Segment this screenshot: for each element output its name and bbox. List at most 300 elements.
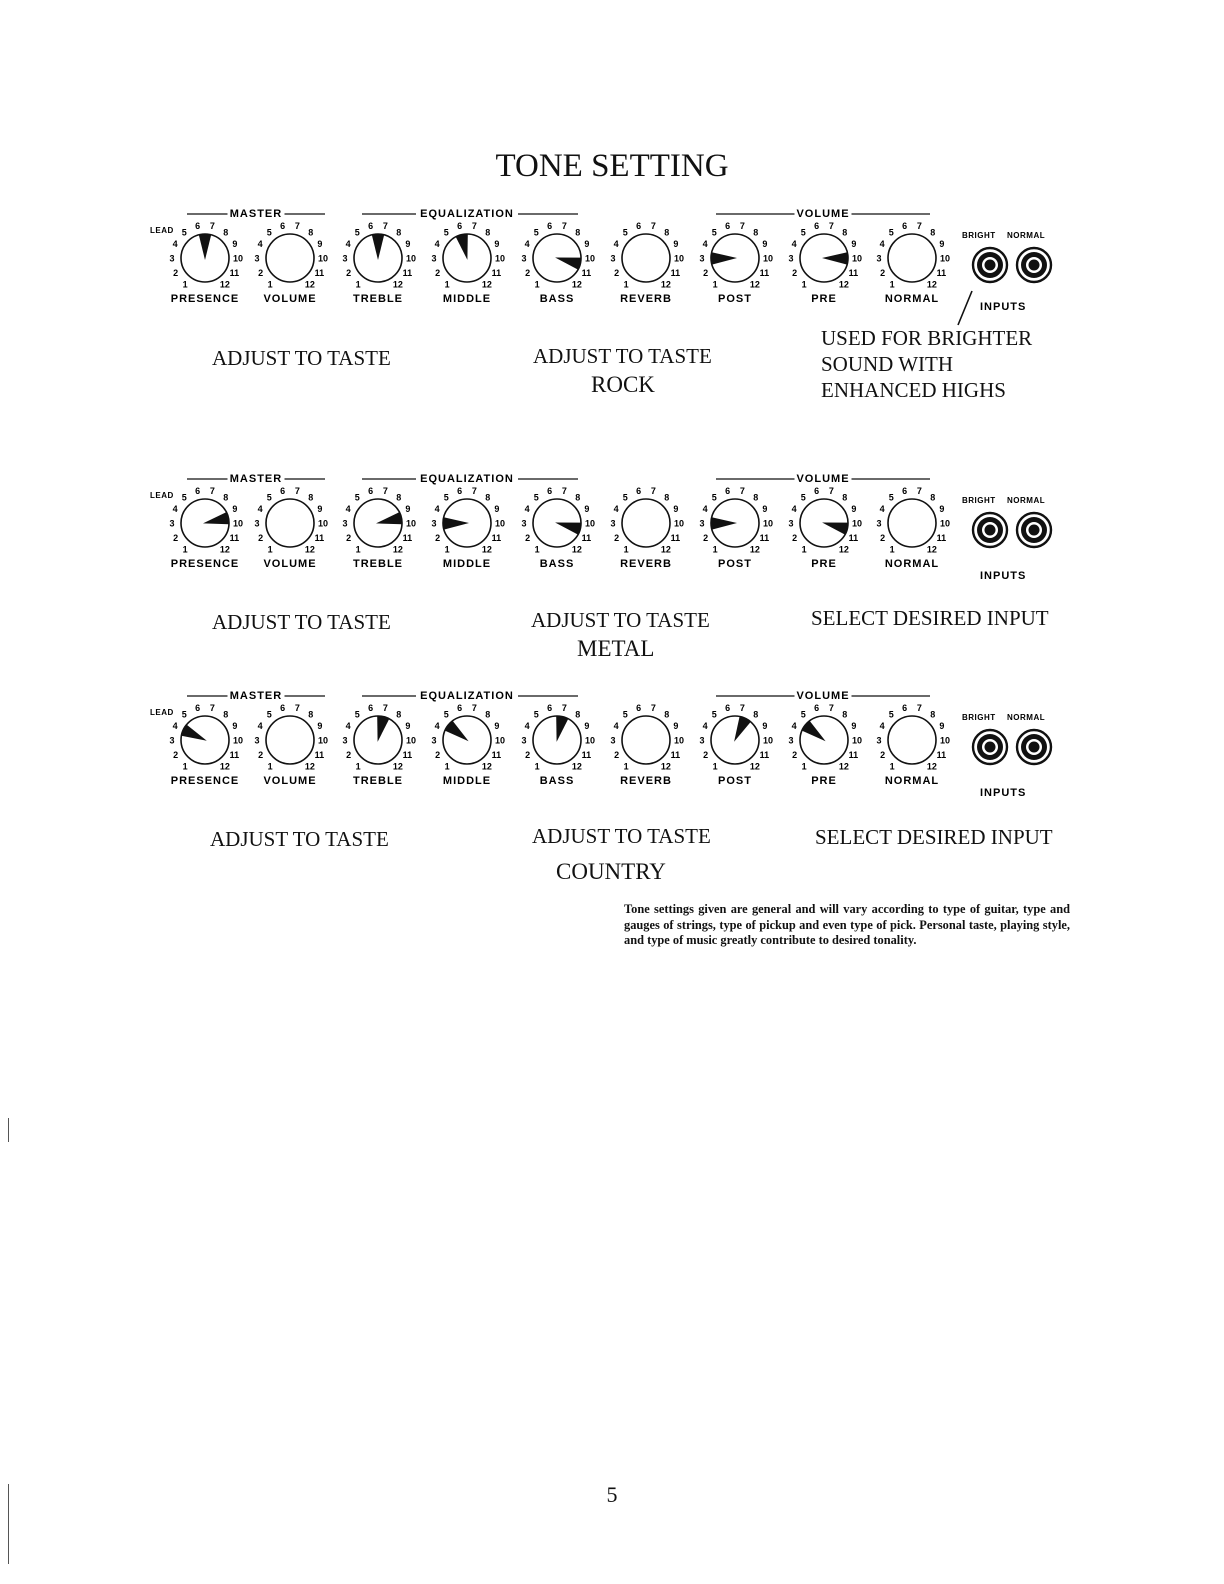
dial-tick: 8 [664,709,670,720]
dial-tick: 6 [725,485,731,496]
dial-tick: 4 [524,239,530,250]
dial-tick: 11 [848,750,859,760]
dial-tick: 7 [471,702,477,713]
dial-tick: 6 [636,702,642,713]
dial-tick: 12 [660,761,671,772]
dial-tick: 9 [232,721,238,732]
dial-tick: 12 [304,279,315,290]
dial-tick: 11 [581,533,592,543]
dial-tick: 1 [267,279,273,290]
dial-tick: 11 [491,533,502,543]
dial-tick: 7 [471,485,477,496]
knob-label: BASS [539,293,575,305]
dial-tick: 7 [209,702,215,713]
input-note-line: USED FOR BRIGHTER [821,326,1033,350]
dial-tick: 5 [711,709,717,720]
dial-tick: 6 [280,485,286,496]
dial-tick: 6 [725,702,731,713]
caption-adjust-master: ADJUST TO TASTE [212,346,391,370]
dial-tick: 2 [703,268,709,278]
dial-tick: 2 [703,750,709,760]
dial-tick: 12 [749,761,760,772]
dial-tick: 9 [939,721,945,732]
dial-tick: 7 [209,220,215,231]
dial-tick: 5 [533,227,539,238]
dial-tick: 11 [581,268,592,278]
dial-tick: 6 [725,220,731,231]
dial-tick: 6 [368,702,374,713]
bright-label: BRIGHT [962,496,996,505]
dial-tick: 4 [524,504,530,515]
dial-tick: 1 [267,544,273,555]
dial-tick: 4 [702,504,708,515]
dial-tick: 5 [622,492,628,503]
knob-label: PRE [811,775,837,787]
dial-tick: 9 [584,239,590,250]
dial-tick: 8 [753,709,759,720]
dial-tick: 9 [317,239,323,250]
dial-tick: 3 [788,735,794,746]
dial-tick: 10 [762,735,774,746]
dial-tick: 7 [650,220,656,231]
genre-title: COUNTRY [556,859,666,884]
dial-tick: 12 [481,761,492,772]
dial-tick: 3 [521,518,527,529]
dial-tick: 2 [258,268,264,278]
dial-tick: 8 [308,709,314,720]
input-note-line: SOUND WITH [821,352,954,376]
dial-tick: 5 [443,227,449,238]
dial-tick: 1 [182,279,188,290]
dial-tick: 12 [838,761,849,772]
genre-title: METAL [577,636,655,661]
dial-tick: 11 [229,268,240,278]
dial-tick: 12 [838,544,849,555]
caption-adjust-eq: ADJUST TO TASTE [533,344,712,368]
input-jack-center [1029,260,1040,271]
dial-tick: 8 [664,227,670,238]
dial-tick: 7 [561,702,567,713]
dial-tick: 9 [494,504,500,515]
dial-tick: 12 [219,761,230,772]
dial-tick: 9 [584,721,590,732]
dial-tick: 5 [181,709,187,720]
dial-tick: 7 [471,220,477,231]
dial-tick: 12 [749,544,760,555]
dial-tick: 9 [405,504,411,515]
dial-tick: 1 [355,544,361,555]
dial-tick: 10 [673,253,685,264]
dial-tick: 2 [346,268,352,278]
dial-tick: 3 [610,253,616,264]
input-jack-center [1029,742,1040,753]
dial-tick: 6 [547,220,553,231]
dial-tick: 3 [699,735,705,746]
lead-label: LEAD [150,226,174,235]
dial-tick: 7 [382,702,388,713]
dial-tick: 1 [623,279,629,290]
dial-tick: 2 [880,750,886,760]
dial-tick: 4 [702,239,708,250]
dial-tick: 4 [791,239,797,250]
dial-tick: 3 [254,253,260,264]
dial-tick: 2 [173,533,179,543]
dial-tick: 5 [266,492,272,503]
dial-tick: 1 [534,279,540,290]
dial-tick: 10 [405,735,417,746]
dial-tick: 7 [294,485,300,496]
dial-tick: 10 [762,518,774,529]
dial-tick: 2 [346,750,352,760]
dial-tick: 4 [345,504,351,515]
dial-tick: 5 [443,709,449,720]
dial-tick: 2 [703,533,709,543]
knob-label: BASS [539,775,575,787]
caption-adjust-eq: ADJUST TO TASTE [532,824,711,848]
dial-tick: 10 [584,518,596,529]
margin-mark [8,1484,9,1564]
dial-tick: 8 [575,227,581,238]
dial-tick: 8 [575,709,581,720]
dial-tick: 5 [181,492,187,503]
dial-tick: 8 [842,227,848,238]
dial-tick: 12 [571,544,582,555]
dial-tick: 3 [521,735,527,746]
dial-tick: 7 [650,702,656,713]
dial-tick: 12 [304,761,315,772]
knob [622,716,670,764]
dial-tick: 6 [814,485,820,496]
dial-tick: 5 [711,492,717,503]
dial-tick: 11 [491,750,502,760]
knob-label: NORMAL [884,558,940,570]
dial-tick: 10 [232,253,244,264]
dial-tick: 1 [182,544,188,555]
dial-tick: 10 [494,253,506,264]
dial-tick: 2 [173,750,179,760]
dial-tick: 5 [533,492,539,503]
amp-panel-country [0,687,1224,807]
dial-tick: 5 [622,709,628,720]
knob-label: POST [718,558,752,570]
dial-tick: 3 [876,253,882,264]
lead-label: LEAD [150,708,174,717]
dial-tick: 9 [762,239,768,250]
dial-tick: 4 [613,721,619,732]
genre-title: ROCK [591,372,655,397]
dial-tick: 4 [879,721,885,732]
dial-tick: 3 [431,518,437,529]
dial-tick: 1 [889,279,895,290]
bright-pointer-line [958,291,972,325]
dial-tick: 12 [481,544,492,555]
dial-tick: 11 [759,533,770,543]
dial-tick: 4 [434,721,440,732]
dial-tick: 5 [443,492,449,503]
dial-tick: 9 [939,239,945,250]
group-header: VOLUME [796,690,850,702]
knob [266,716,314,764]
dial-tick: 11 [670,750,681,760]
caption-adjust-master: ADJUST TO TASTE [210,827,389,851]
page-number: 5 [606,1482,618,1507]
dial-tick: 6 [814,220,820,231]
knob-label: POST [718,293,752,305]
dial-tick: 11 [670,268,681,278]
knob [622,234,670,282]
dial-tick: 2 [258,750,264,760]
dial-tick: 2 [614,268,620,278]
amp-panel-rock [0,205,1224,325]
dial-tick: 8 [308,492,314,503]
dial-tick: 10 [494,518,506,529]
dial-tick: 7 [916,220,922,231]
dial-tick: 7 [828,702,834,713]
dial-tick: 3 [254,518,260,529]
dial-tick: 1 [444,761,450,772]
dial-tick: 9 [232,504,238,515]
dial-tick: 7 [828,485,834,496]
dial-tick: 1 [182,761,188,772]
dial-tick: 1 [801,279,807,290]
dial-tick: 5 [888,492,894,503]
dial-tick: 3 [431,735,437,746]
knob-label: NORMAL [884,293,940,305]
dial-tick: 10 [939,735,951,746]
dial-tick: 5 [888,227,894,238]
dial-tick: 3 [169,253,175,264]
dial-tick: 6 [195,485,201,496]
amp-panel-metal [0,470,1224,590]
dial-tick: 11 [402,750,413,760]
group-header: MASTER [229,690,283,702]
dial-tick: 11 [759,750,770,760]
input-note-line: SELECT DESIRED INPUT [811,606,1049,630]
dial-tick: 8 [753,227,759,238]
dial-tick: 2 [258,533,264,543]
dial-tick: 2 [792,750,798,760]
dial-tick: 5 [181,227,187,238]
dial-tick: 11 [314,533,325,543]
dial-tick: 10 [851,735,863,746]
dial-tick: 4 [702,721,708,732]
dial-tick: 6 [280,702,286,713]
knob-label: PRE [811,293,837,305]
dial-tick: 1 [712,279,718,290]
dial-tick: 8 [223,227,229,238]
dial-tick: 10 [405,253,417,264]
dial-tick: 6 [368,220,374,231]
dial-tick: 1 [801,761,807,772]
knob [622,499,670,547]
dial-tick: 10 [673,518,685,529]
dial-tick: 7 [382,485,388,496]
group-header: MASTER [229,208,283,220]
dial-tick: 1 [889,544,895,555]
dial-tick: 1 [889,761,895,772]
dial-tick: 6 [457,485,463,496]
dial-tick: 3 [876,735,882,746]
dial-tick: 7 [828,220,834,231]
dial-tick: 6 [636,485,642,496]
input-note-line: SELECT DESIRED INPUT [815,825,1053,849]
dial-tick: 8 [223,492,229,503]
knob [888,499,936,547]
dial-tick: 5 [800,709,806,720]
dial-tick: 9 [232,239,238,250]
dial-tick: 6 [457,702,463,713]
knob-label: PRESENCE [170,293,240,305]
dial-tick: 8 [753,492,759,503]
dial-tick: 8 [842,709,848,720]
dial-tick: 2 [614,750,620,760]
dial-tick: 11 [936,750,947,760]
dial-tick: 1 [712,761,718,772]
dial-tick: 6 [902,485,908,496]
input-jack-center [985,742,996,753]
dial-tick: 4 [257,239,263,250]
dial-tick: 6 [195,220,201,231]
dial-tick: 8 [485,709,491,720]
dial-tick: 11 [491,268,502,278]
dial-tick: 9 [494,721,500,732]
input-jack-center [1029,525,1040,536]
dial-tick: 1 [444,279,450,290]
dial-tick: 3 [788,253,794,264]
dial-tick: 12 [660,544,671,555]
normal-label: NORMAL [1007,713,1046,722]
margin-mark [8,1118,9,1142]
dial-tick: 8 [930,709,936,720]
dial-tick: 11 [936,268,947,278]
dial-tick: 5 [266,227,272,238]
knob-label: PRE [811,558,837,570]
dial-tick: 10 [584,735,596,746]
dial-tick: 8 [396,492,402,503]
caption-adjust-master: ADJUST TO TASTE [212,610,391,634]
group-header: EQUALIZATION [420,690,514,702]
dial-tick: 2 [614,533,620,543]
knob-label: TREBLE [353,558,403,570]
group-header: MASTER [229,473,283,485]
dial-tick: 11 [402,268,413,278]
dial-tick: 9 [317,504,323,515]
dial-tick: 11 [581,750,592,760]
dial-tick: 10 [584,253,596,264]
dial-tick: 7 [739,220,745,231]
dial-tick: 5 [622,227,628,238]
dial-tick: 7 [916,485,922,496]
dial-tick: 2 [435,533,441,543]
group-header: EQUALIZATION [420,208,514,220]
dial-tick: 12 [219,279,230,290]
dial-tick: 10 [232,735,244,746]
dial-tick: 8 [485,492,491,503]
knob-label: TREBLE [353,293,403,305]
input-note-line: ENHANCED HIGHS [821,378,1006,402]
dial-tick: 12 [304,544,315,555]
knob-label: REVERB [620,293,672,305]
dial-tick: 2 [880,533,886,543]
dial-tick: 4 [172,721,178,732]
knob-label: MIDDLE [442,558,492,570]
dial-tick: 2 [792,268,798,278]
dial-tick: 3 [431,253,437,264]
dial-tick: 12 [926,279,937,290]
dial-tick: 6 [814,702,820,713]
dial-tick: 7 [739,485,745,496]
knob-label: REVERB [620,558,672,570]
dial-tick: 4 [613,504,619,515]
dial-tick: 11 [314,750,325,760]
knob-label: MIDDLE [442,775,492,787]
dial-tick: 9 [762,721,768,732]
dial-tick: 2 [880,268,886,278]
dial-tick: 3 [610,518,616,529]
dial-tick: 11 [229,533,240,543]
dial-tick: 3 [610,735,616,746]
dial-tick: 4 [524,721,530,732]
dial-tick: 11 [229,750,240,760]
dial-tick: 7 [294,702,300,713]
dial-tick: 12 [571,279,582,290]
dial-tick: 5 [800,227,806,238]
dial-tick: 1 [444,544,450,555]
dial-tick: 10 [494,735,506,746]
dial-tick: 12 [926,761,937,772]
knob [888,716,936,764]
dial-tick: 2 [435,750,441,760]
dial-tick: 2 [525,533,531,543]
dial-tick: 11 [759,268,770,278]
knob-label: PRESENCE [170,775,240,787]
dial-tick: 6 [547,485,553,496]
dial-tick: 8 [664,492,670,503]
dial-tick: 7 [561,220,567,231]
knob-label: REVERB [620,775,672,787]
dial-tick: 10 [851,518,863,529]
dial-tick: 1 [534,544,540,555]
dial-tick: 8 [930,227,936,238]
dial-tick: 9 [851,504,857,515]
dial-tick: 2 [346,533,352,543]
dial-tick: 12 [838,279,849,290]
dial-tick: 11 [936,533,947,543]
dial-tick: 10 [232,518,244,529]
dial-tick: 8 [842,492,848,503]
dial-tick: 2 [525,750,531,760]
dial-tick: 4 [434,239,440,250]
dial-tick: 3 [342,253,348,264]
dial-tick: 4 [879,239,885,250]
dial-tick: 3 [699,518,705,529]
dial-tick: 9 [405,239,411,250]
dial-tick: 8 [930,492,936,503]
dial-tick: 9 [939,504,945,515]
dial-tick: 8 [575,492,581,503]
dial-tick: 2 [792,533,798,543]
dial-tick: 1 [623,761,629,772]
dial-tick: 5 [888,709,894,720]
dial-tick: 10 [939,253,951,264]
caption-adjust-eq: ADJUST TO TASTE [531,608,710,632]
dial-tick: 10 [405,518,417,529]
page-title: TONE SETTING [495,148,729,184]
knob-label: VOLUME [263,558,317,570]
dial-tick: 11 [670,533,681,543]
dial-tick: 9 [673,721,679,732]
dial-tick: 4 [791,504,797,515]
